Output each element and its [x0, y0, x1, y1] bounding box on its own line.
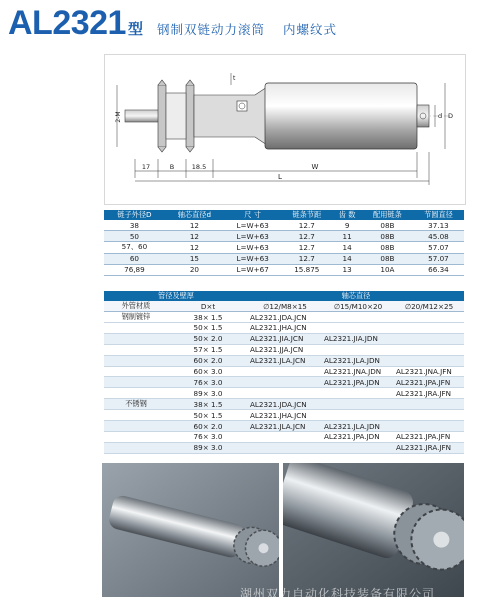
dim-2m: 2-M	[115, 111, 122, 123]
cell: 10A	[362, 264, 413, 275]
table-row	[104, 388, 464, 399]
cell-material	[104, 377, 168, 388]
dim-t: t	[233, 75, 236, 82]
cell: 57、60	[104, 242, 165, 253]
cell: 76,89	[104, 264, 165, 275]
cell: 20	[165, 264, 224, 275]
cell-code: AL2321.JRA.JFN	[394, 388, 464, 399]
cell-code: AL2321.JDA.JCN	[248, 312, 322, 323]
dim-l: L	[278, 173, 282, 181]
sprocket-spec-table	[104, 210, 464, 276]
cell-code: AL2321.JLA.JCN	[248, 355, 322, 366]
cell: 12	[165, 242, 224, 253]
cell: 12.7	[281, 231, 332, 242]
sub-header: D×t	[168, 301, 248, 312]
product-name: 钢制双链动力滚筒	[156, 22, 265, 37]
cell: 60	[104, 253, 165, 264]
table-row	[104, 323, 464, 334]
sprocket-hub	[166, 93, 186, 139]
table-row	[104, 264, 464, 275]
cell: 14	[332, 242, 362, 253]
cell-code	[394, 344, 464, 355]
table-row	[104, 312, 464, 323]
company-watermark: 湖州双力自动化科技装备有限公司	[240, 587, 436, 601]
table-row	[104, 253, 464, 264]
cell-code: AL2321.JNA.JDN	[322, 366, 394, 377]
cell-size: 50× 2.0	[168, 333, 248, 344]
cell-code: AL2321.JLA.JDN	[322, 421, 394, 432]
cell: 11	[332, 231, 362, 242]
cell-code	[322, 399, 394, 410]
cell-size: 89× 3.0	[168, 388, 248, 399]
roller-tube	[265, 83, 417, 149]
cell: 08B	[362, 231, 413, 242]
product-photo-left	[102, 463, 279, 597]
table-row	[104, 410, 464, 421]
cell-code	[248, 366, 322, 377]
roller-drawing-svg	[105, 55, 465, 204]
cell-code	[394, 333, 464, 344]
cell-code	[322, 344, 394, 355]
roller-photo-left-svg	[102, 463, 279, 597]
cell: 08B	[362, 253, 413, 264]
cell: 66.34	[413, 264, 464, 275]
cell-code: AL2321.JPA.JFN	[394, 377, 464, 388]
cell: 50	[104, 231, 165, 242]
cell-material	[104, 333, 168, 344]
model-code-table	[104, 291, 464, 454]
cell-code: AL2321.JDA.JCN	[248, 399, 322, 410]
cell-code	[248, 377, 322, 388]
cell-code: AL2321.JJA.JCN	[248, 344, 322, 355]
cell-material	[104, 410, 168, 421]
table-row	[104, 421, 464, 432]
cell-size: 38× 1.5	[168, 312, 248, 323]
cell: L=W+63	[224, 231, 281, 242]
cell-code	[322, 312, 394, 323]
col-header: 节圆直径	[413, 210, 464, 220]
sub-header: 外管材质	[104, 301, 168, 312]
cell-code	[248, 442, 322, 453]
table-row	[104, 366, 464, 377]
table-row	[104, 231, 464, 242]
table-row	[104, 333, 464, 344]
cell: 15.875	[281, 264, 332, 275]
page-header	[8, 4, 337, 48]
cell-size: 60× 2.0	[168, 421, 248, 432]
cell-size: 60× 2.0	[168, 355, 248, 366]
model-suffix: 型	[127, 20, 143, 38]
sprocket-1	[158, 80, 166, 152]
cell-material	[104, 323, 168, 334]
right-shaft-end	[417, 105, 429, 127]
table-row	[104, 220, 464, 231]
header-tube: 管径及壁厚	[104, 291, 248, 301]
sub-header: ∅12/M8×15	[248, 301, 322, 312]
dim-17: 17	[141, 163, 151, 171]
model-table-subheader	[104, 301, 464, 312]
technical-drawing	[104, 54, 466, 205]
cell-code	[322, 442, 394, 453]
cell-code	[322, 388, 394, 399]
cell: 12.7	[281, 242, 332, 253]
cell-size: 76× 3.0	[168, 432, 248, 443]
dim-d: d	[438, 112, 443, 120]
cell: 45.08	[413, 231, 464, 242]
col-header: 尺 寸	[224, 210, 281, 220]
table-row	[104, 242, 464, 253]
cell-code	[322, 323, 394, 334]
table-row	[104, 442, 464, 453]
dim-18-5: 18.5	[191, 163, 207, 171]
cell-code	[394, 410, 464, 421]
cell-material	[104, 366, 168, 377]
cell-material	[104, 432, 168, 443]
cell-code: AL2321.JNA.JFN	[394, 366, 464, 377]
cell-code: AL2321.JHA.JCN	[248, 410, 322, 421]
dim-w: W	[311, 163, 319, 171]
cell-size: 76× 3.0	[168, 377, 248, 388]
cell: 38	[104, 220, 165, 231]
table-row	[104, 377, 464, 388]
dim-D: D	[448, 112, 454, 120]
table-row	[104, 344, 464, 355]
col-header: 链子外径D	[104, 210, 165, 220]
cell: 08B	[362, 242, 413, 253]
table-row	[104, 432, 464, 443]
cell-material	[104, 355, 168, 366]
cell: 12.7	[281, 220, 332, 231]
cell-code: AL2321.JPA.JDN	[322, 377, 394, 388]
bearing	[237, 101, 247, 111]
sprocket-2	[186, 80, 194, 152]
col-header: 链条节距	[281, 210, 332, 220]
cell: 12.7	[281, 253, 332, 264]
cell-code	[394, 312, 464, 323]
cell-material	[104, 344, 168, 355]
col-header: 轴芯直径d	[165, 210, 224, 220]
cell-material	[104, 388, 168, 399]
cell-material: 钢制镀锌	[104, 312, 168, 323]
sub-header: ∅20/M12×25	[394, 301, 464, 312]
cell-material: 不锈钢	[104, 399, 168, 410]
cell: L=W+63	[224, 242, 281, 253]
cell-code: AL2321.JRA.JFN	[394, 442, 464, 453]
cell-size: 38× 1.5	[168, 399, 248, 410]
dim-b: B	[169, 163, 175, 171]
sprocket-table-header	[104, 210, 464, 220]
cell-size: 50× 1.5	[168, 323, 248, 334]
cell-size: 57× 1.5	[168, 344, 248, 355]
sub-header: ∅15/M10×20	[322, 301, 394, 312]
cell-code: AL2321.JPA.JDN	[322, 432, 394, 443]
cell-code	[322, 410, 394, 421]
cell-code: AL2321.JLA.JDN	[322, 355, 394, 366]
cell-code: AL2321.JHA.JCN	[248, 323, 322, 334]
cell: 14	[332, 253, 362, 264]
cell: 57.07	[413, 242, 464, 253]
cell-size: 89× 3.0	[168, 442, 248, 453]
header-shaft: 轴芯直径	[248, 291, 464, 301]
cell: 08B	[362, 220, 413, 231]
cell: 13	[332, 264, 362, 275]
cell: L=W+63	[224, 253, 281, 264]
cell-code: AL2321.JIA.JDN	[322, 333, 394, 344]
cell: 9	[332, 220, 362, 231]
roller-photo-right-svg	[283, 463, 464, 597]
cell: 57.07	[413, 253, 464, 264]
cell-code	[248, 432, 322, 443]
col-header: 配用链条	[362, 210, 413, 220]
cell: 15	[165, 253, 224, 264]
cell-code	[248, 388, 322, 399]
cell: L=W+63	[224, 220, 281, 231]
cell: L=W+67	[224, 264, 281, 275]
cell-material	[104, 421, 168, 432]
cell: 37.13	[413, 220, 464, 231]
model-table-header	[104, 291, 464, 301]
cell-material	[104, 442, 168, 453]
cell-code	[394, 421, 464, 432]
product-type: 内螺纹式	[283, 22, 338, 37]
model-number: AL2321	[8, 4, 126, 42]
cell-code	[394, 323, 464, 334]
cell-size: 50× 1.5	[168, 410, 248, 421]
cell-code	[394, 399, 464, 410]
product-photo-right	[283, 463, 464, 597]
cell-code: AL2321.JLA.JCN	[248, 421, 322, 432]
cell: 12	[165, 231, 224, 242]
table-row	[104, 355, 464, 366]
cell-code: AL2321.JIA.JCN	[248, 333, 322, 344]
cell-code: AL2321.JPA.JFN	[394, 432, 464, 443]
table-row	[104, 399, 464, 410]
cell: 12	[165, 220, 224, 231]
col-header: 齿 数	[332, 210, 362, 220]
cell-code	[394, 355, 464, 366]
cell-size: 60× 3.0	[168, 366, 248, 377]
